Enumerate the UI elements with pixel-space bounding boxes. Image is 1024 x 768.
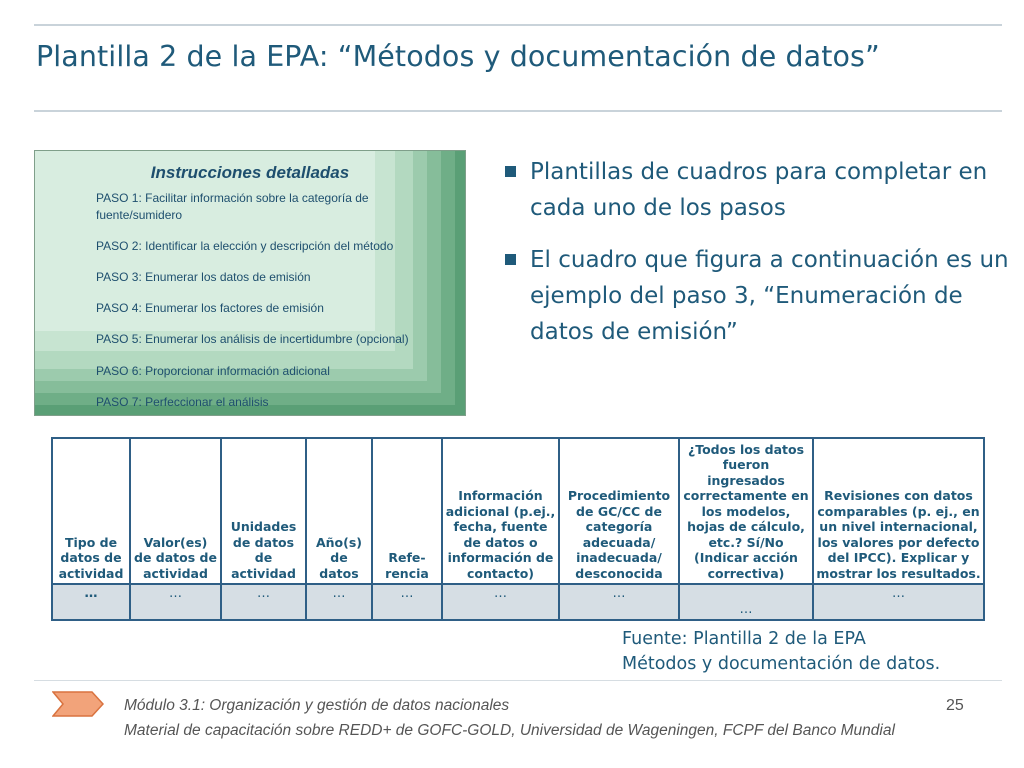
table-header-row [52, 438, 984, 584]
bullet-square-icon [505, 166, 516, 177]
instructions-heading: Instrucciones detalladas [150, 163, 350, 182]
step-4: PASO 4: Enumerar los factores de emisión [96, 301, 324, 315]
header-cell: Valor(es) de datos de actividad [130, 438, 221, 584]
footer-material: Material de capacitación sobre REDD+ de GOFC-GOLD, Universidad de Wageningen, FCPF del Banco Mundial [124, 722, 895, 739]
footer-rule [34, 680, 1002, 681]
footer-module: Módulo 3.1: Organización y gestión de datos nacionales [124, 697, 510, 714]
top-rule [34, 24, 1002, 26]
table-cell: … [221, 584, 306, 620]
table-cell: … [372, 584, 442, 620]
step-5: PASO 5: Enumerar los análisis de incertidumbre (opcional) [96, 332, 409, 346]
table-cell: … [559, 584, 679, 620]
table-cell: … [130, 584, 221, 620]
source-line-1: Fuente: Plantilla 2 de la EPA [622, 629, 866, 649]
chevron-icon [52, 690, 104, 718]
table-cell: … [52, 584, 130, 620]
table-cell: … [442, 584, 559, 620]
header-cell: ¿Todos los datos fueron ingresados correctamente en los modelos, hojas de cálculo, etc.? Sí/No (Indicar acción correctiva) [679, 438, 813, 584]
step-7: PASO 7: Perfeccionar el análisis [96, 395, 269, 409]
header-cell: Año(s) de datos [306, 438, 372, 584]
page-title: Plantilla 2 de la EPA: “Métodos y documentación de datos” [36, 40, 880, 73]
table-cell: … [679, 584, 813, 620]
bullet-1-text: Plantillas de cuadros para completar en cada uno de los pasos [530, 159, 988, 221]
instructions-box [34, 150, 466, 416]
header-cell: Información adicional (p.ej., fecha, fuente de datos o información de contacto) [442, 438, 559, 584]
step-6: PASO 6: Proporcionar información adicional [96, 364, 330, 378]
source-note [622, 627, 940, 677]
table-row [52, 584, 984, 620]
emission-data-table [51, 437, 985, 621]
header-cell: Refe- rencia [372, 438, 442, 584]
header-cell: Tipo de datos de actividad [52, 438, 130, 584]
page-number: 25 [946, 697, 964, 714]
header-cell: Revisiones con datos comparables (p. ej., en un nivel internacional, los valores por defecto del IPCC). Explicar y mostrar los resultados. [813, 438, 984, 584]
bullet-square-icon [505, 254, 516, 265]
header-cell: Unidades de datos de actividad [221, 438, 306, 584]
step-3: PASO 3: Enumerar los datos de emisión [96, 270, 311, 284]
step-2: PASO 2: Identificar la elección y descripción del método [96, 239, 394, 253]
step-1: PASO 1: Facilitar información sobre la categoría de fuente/sumidero [96, 191, 369, 222]
table-cell: … [306, 584, 372, 620]
bullet-2-text: El cuadro que figura a continuación es un ejemplo del paso 3, “Enumeración de datos de emisión” [530, 247, 1009, 345]
table-cell: … [813, 584, 984, 620]
source-line-2: Métodos y documentación de datos. [622, 654, 941, 674]
header-cell: Procedimiento de GC/CC de categoría adecuada/ inadecuada/ desconocida [559, 438, 679, 584]
title-rule [34, 110, 1002, 112]
